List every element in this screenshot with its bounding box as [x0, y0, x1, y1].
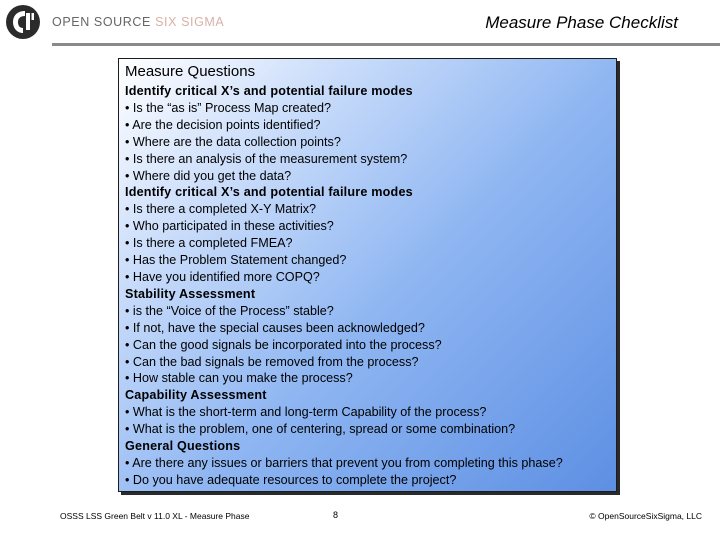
checklist-item: • How stable can you make the process?	[125, 371, 353, 386]
checklist-item: • Are the decision points identified?	[125, 117, 321, 132]
footer-page-number: 8	[333, 510, 339, 520]
checklist-item: • Is there a completed X-Y Matrix?	[125, 202, 317, 217]
header-divider	[52, 43, 720, 46]
checklist-item: • What is the problem, one of centering, spread or some combination?	[125, 422, 516, 437]
checklist-item: • Is there an analysis of the measurement system?	[125, 151, 408, 166]
checklist-item: • What is the short-term and long-term Capability of the process?	[125, 405, 487, 420]
panel-heading: Measure Questions	[125, 63, 256, 80]
footer-copyright: © OpenSourceSixSigma, LLC	[589, 511, 702, 521]
checklist-item: • is the “Voice of the Process” stable?	[125, 303, 334, 318]
checklist-body	[125, 83, 617, 489]
section-heading: Identify critical X’s and potential failure modes	[125, 84, 413, 98]
checklist-item: • Who participated in these activities?	[125, 219, 334, 234]
section-heading: Stability Assessment	[125, 286, 256, 301]
slide-title: Measure Phase Checklist	[485, 13, 678, 32]
brand-name-accent: SIX SIGMA	[155, 15, 225, 29]
section-heading: Capability Assessment	[125, 388, 267, 403]
checklist-panel	[118, 58, 617, 492]
checklist-item: • Has the Problem Statement changed?	[125, 253, 347, 268]
checklist-item: • Is the “as is” Process Map created?	[125, 100, 331, 115]
checklist-item: • If not, have the special causes been acknowledged?	[125, 320, 425, 335]
checklist-item: • Are there any issues or barriers that prevent you from completing this phase?	[125, 455, 563, 470]
section-heading: Identify critical X’s and potential failure modes	[125, 185, 413, 200]
checklist-item: • Can the good signals be incorporated into the process?	[125, 337, 442, 352]
checklist-item: • Have you identified more COPQ?	[125, 269, 320, 284]
brand-name-main: OPEN SOURCE	[52, 15, 156, 29]
checklist-item: • Where did you get the data?	[125, 168, 292, 183]
open-source-six-sigma-logo-icon	[5, 4, 41, 40]
footer-course-label: OSSS LSS Green Belt v 11.0 XL - Measure Phase	[60, 511, 250, 521]
checklist-item: • Is there a completed FMEA?	[125, 236, 293, 251]
section-heading: General Questions	[125, 439, 241, 454]
checklist-item: • Can the bad signals be removed from the process?	[125, 354, 419, 369]
checklist-item: • Do you have adequate resources to complete the project?	[125, 472, 457, 487]
checklist-item: • Where are the data collection points?	[125, 134, 341, 149]
brand-name	[52, 15, 224, 29]
